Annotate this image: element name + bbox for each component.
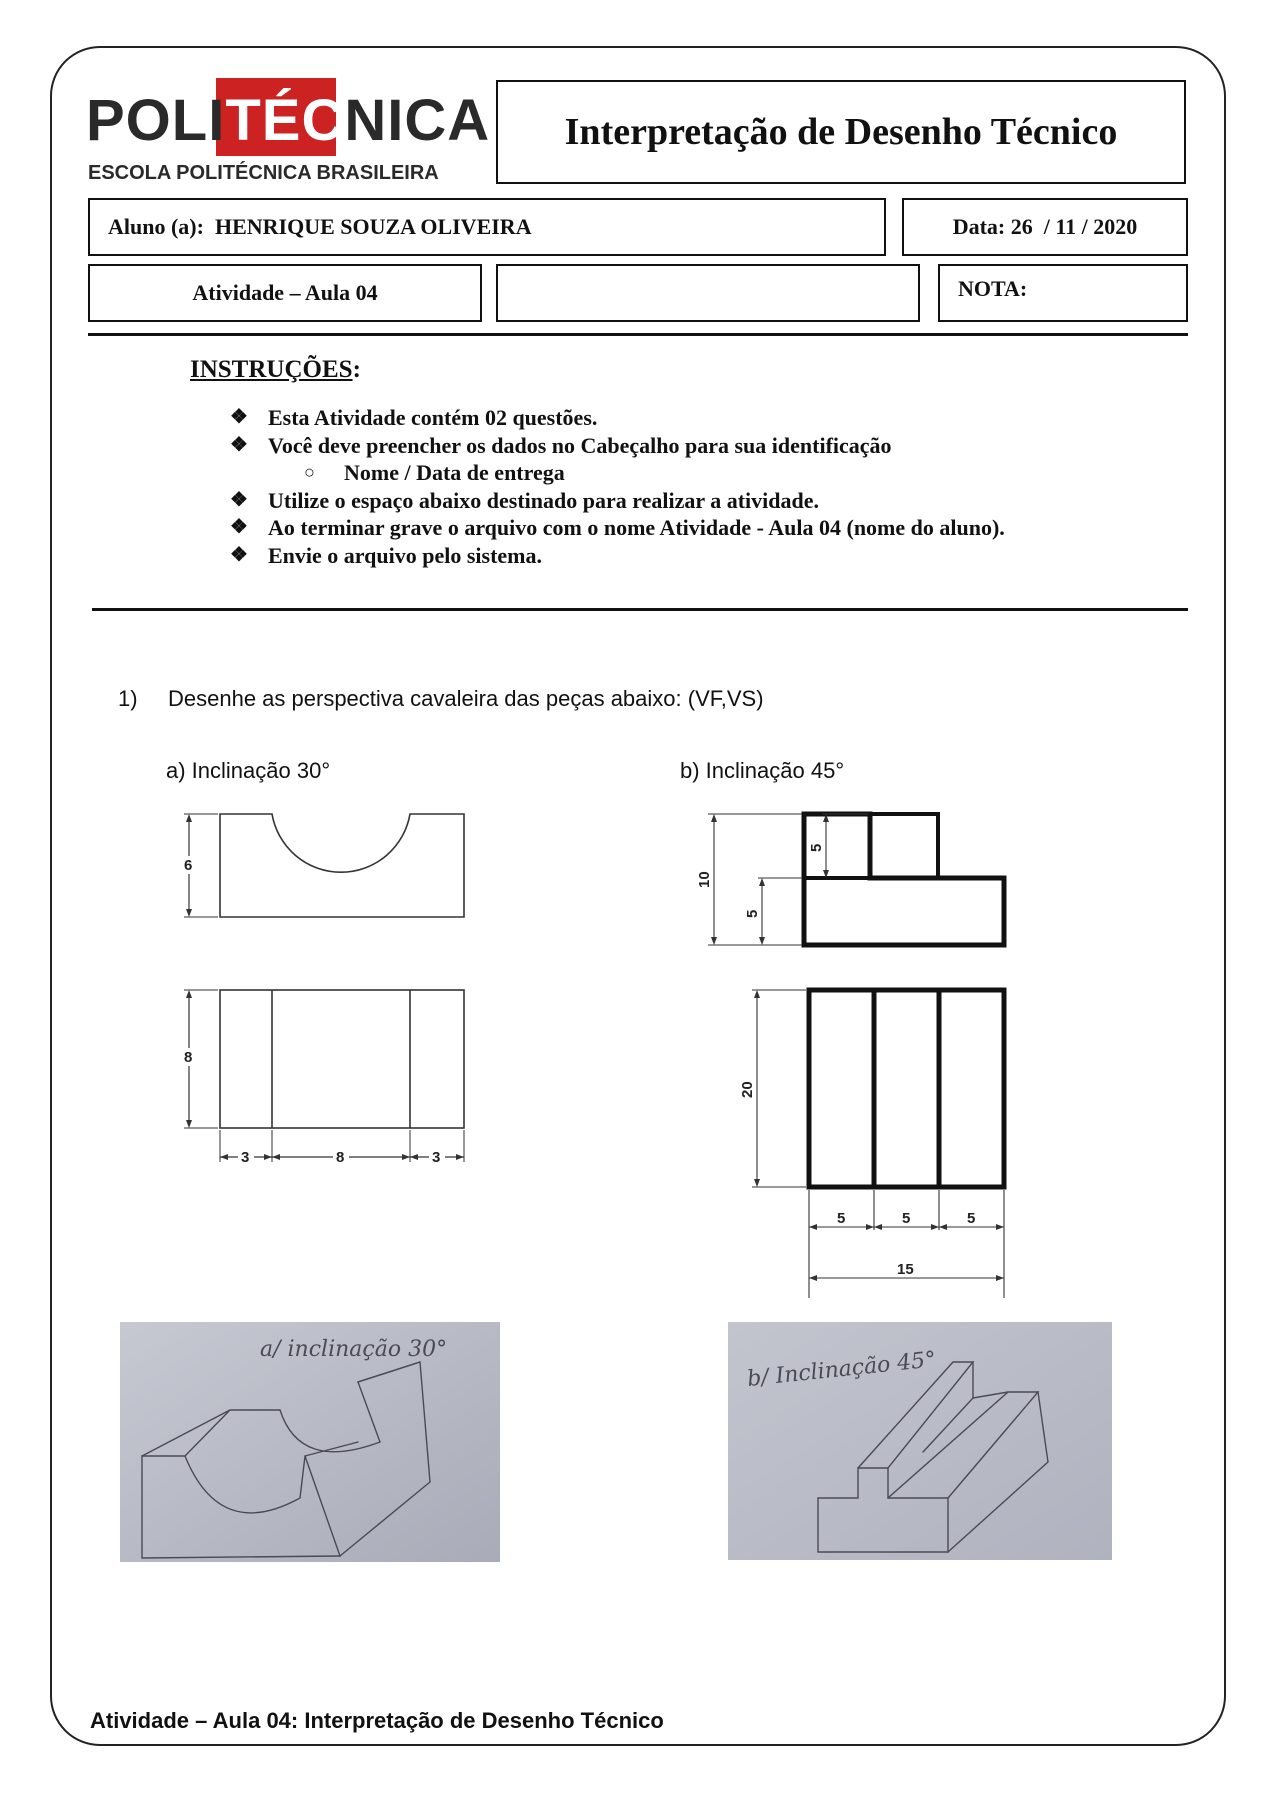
dim-label: 8 xyxy=(336,1149,345,1166)
dim-label: 3 xyxy=(432,1149,441,1166)
bullet-icon: ❖ xyxy=(230,406,248,428)
student-name: HENRIQUE SOUZA OLIVEIRA xyxy=(214,214,532,239)
dim-label: 8 xyxy=(184,1049,193,1066)
date-label: Data: xyxy=(952,214,1006,239)
bullet-icon: ❖ xyxy=(230,543,248,566)
list-item: ❖ Utilize o espaço abaixo destinado para realizar a atividade. xyxy=(230,487,819,513)
bullet-icon: ❖ xyxy=(230,516,248,538)
dim-label: 5 xyxy=(744,909,761,918)
dim-label: 5 xyxy=(837,1210,846,1227)
instructions-title: INSTRUÇÕES: xyxy=(190,356,361,383)
date-value: 26 / 11 / 2020 xyxy=(1010,214,1138,239)
bullet-icon: ❖ xyxy=(230,488,248,511)
dim-label: 5 xyxy=(808,843,825,852)
document-title: Interpretação de Desenho Técnico xyxy=(496,80,1186,184)
logo-part-1: POLI xyxy=(86,88,226,153)
activity-field: Atividade – Aula 04 xyxy=(88,264,482,322)
dim-label: 20 xyxy=(739,1081,756,1098)
header-divider xyxy=(88,333,1188,336)
dim-label: 15 xyxy=(897,1261,914,1278)
drawing-a xyxy=(170,800,490,1180)
sketch-b-caption: b/ Inclinação 45° xyxy=(746,1347,938,1392)
dim-label: 3 xyxy=(241,1149,250,1166)
date-field xyxy=(902,198,1188,256)
sketch-photo-a xyxy=(120,1322,500,1562)
bullet-icon: ❖ xyxy=(230,433,248,456)
student-label: Aluno (a): xyxy=(108,214,204,239)
logo-subtitle: ESCOLA POLITÉCNICA BRASILEIRA xyxy=(88,162,439,184)
sketch-a-caption: a/ inclinação 30° xyxy=(260,1337,448,1362)
school-logo xyxy=(86,78,491,188)
grade-label: NOTA: xyxy=(958,276,1028,301)
list-subitem: ○ Nome / Data de entrega xyxy=(304,460,565,485)
top-view-outline xyxy=(220,990,464,1128)
front-view-outline xyxy=(220,814,464,917)
question-text: Desenhe as perspectiva cavaleira das peças abaixo: (VF,VS) xyxy=(168,686,764,711)
sketch-photo-b xyxy=(728,1322,1112,1560)
dim-label: 5 xyxy=(967,1210,976,1227)
student-field xyxy=(88,198,886,256)
dim-label: 10 xyxy=(696,871,713,888)
logo-part-3: NICA xyxy=(344,88,491,153)
page-footer: Atividade – Aula 04: Interpretação de Desenho Técnico xyxy=(90,1708,664,1733)
grade-field xyxy=(938,264,1188,322)
list-item: ❖ Você deve preencher os dados no Cabeçalho para sua identificação xyxy=(230,432,892,458)
top-view-outline xyxy=(809,990,1004,1187)
list-item: ❖ Envie o arquivo pelo sistema. xyxy=(230,542,543,568)
part-b-label: b) Inclinação 45° xyxy=(680,758,845,783)
circle-bullet-icon: ○ xyxy=(304,462,315,482)
dim-label: 6 xyxy=(184,857,193,874)
dim-label: 5 xyxy=(902,1210,911,1227)
blank-field[interactable] xyxy=(496,264,920,322)
drawing-b xyxy=(690,800,1020,1290)
logo-part-2: TÉC xyxy=(225,88,345,153)
list-item: ❖ Esta Atividade contém 02 questões. xyxy=(230,405,598,430)
question-1 xyxy=(118,686,764,712)
instructions-list xyxy=(230,404,1005,569)
list-item: ❖ Ao terminar grave o arquivo com o nome Atividade - Aula 04 (nome do aluno). xyxy=(230,515,1005,540)
question-number: 1) xyxy=(118,686,138,711)
instructions-divider xyxy=(92,608,1188,611)
part-a-label: a) Inclinação 30° xyxy=(166,758,331,783)
